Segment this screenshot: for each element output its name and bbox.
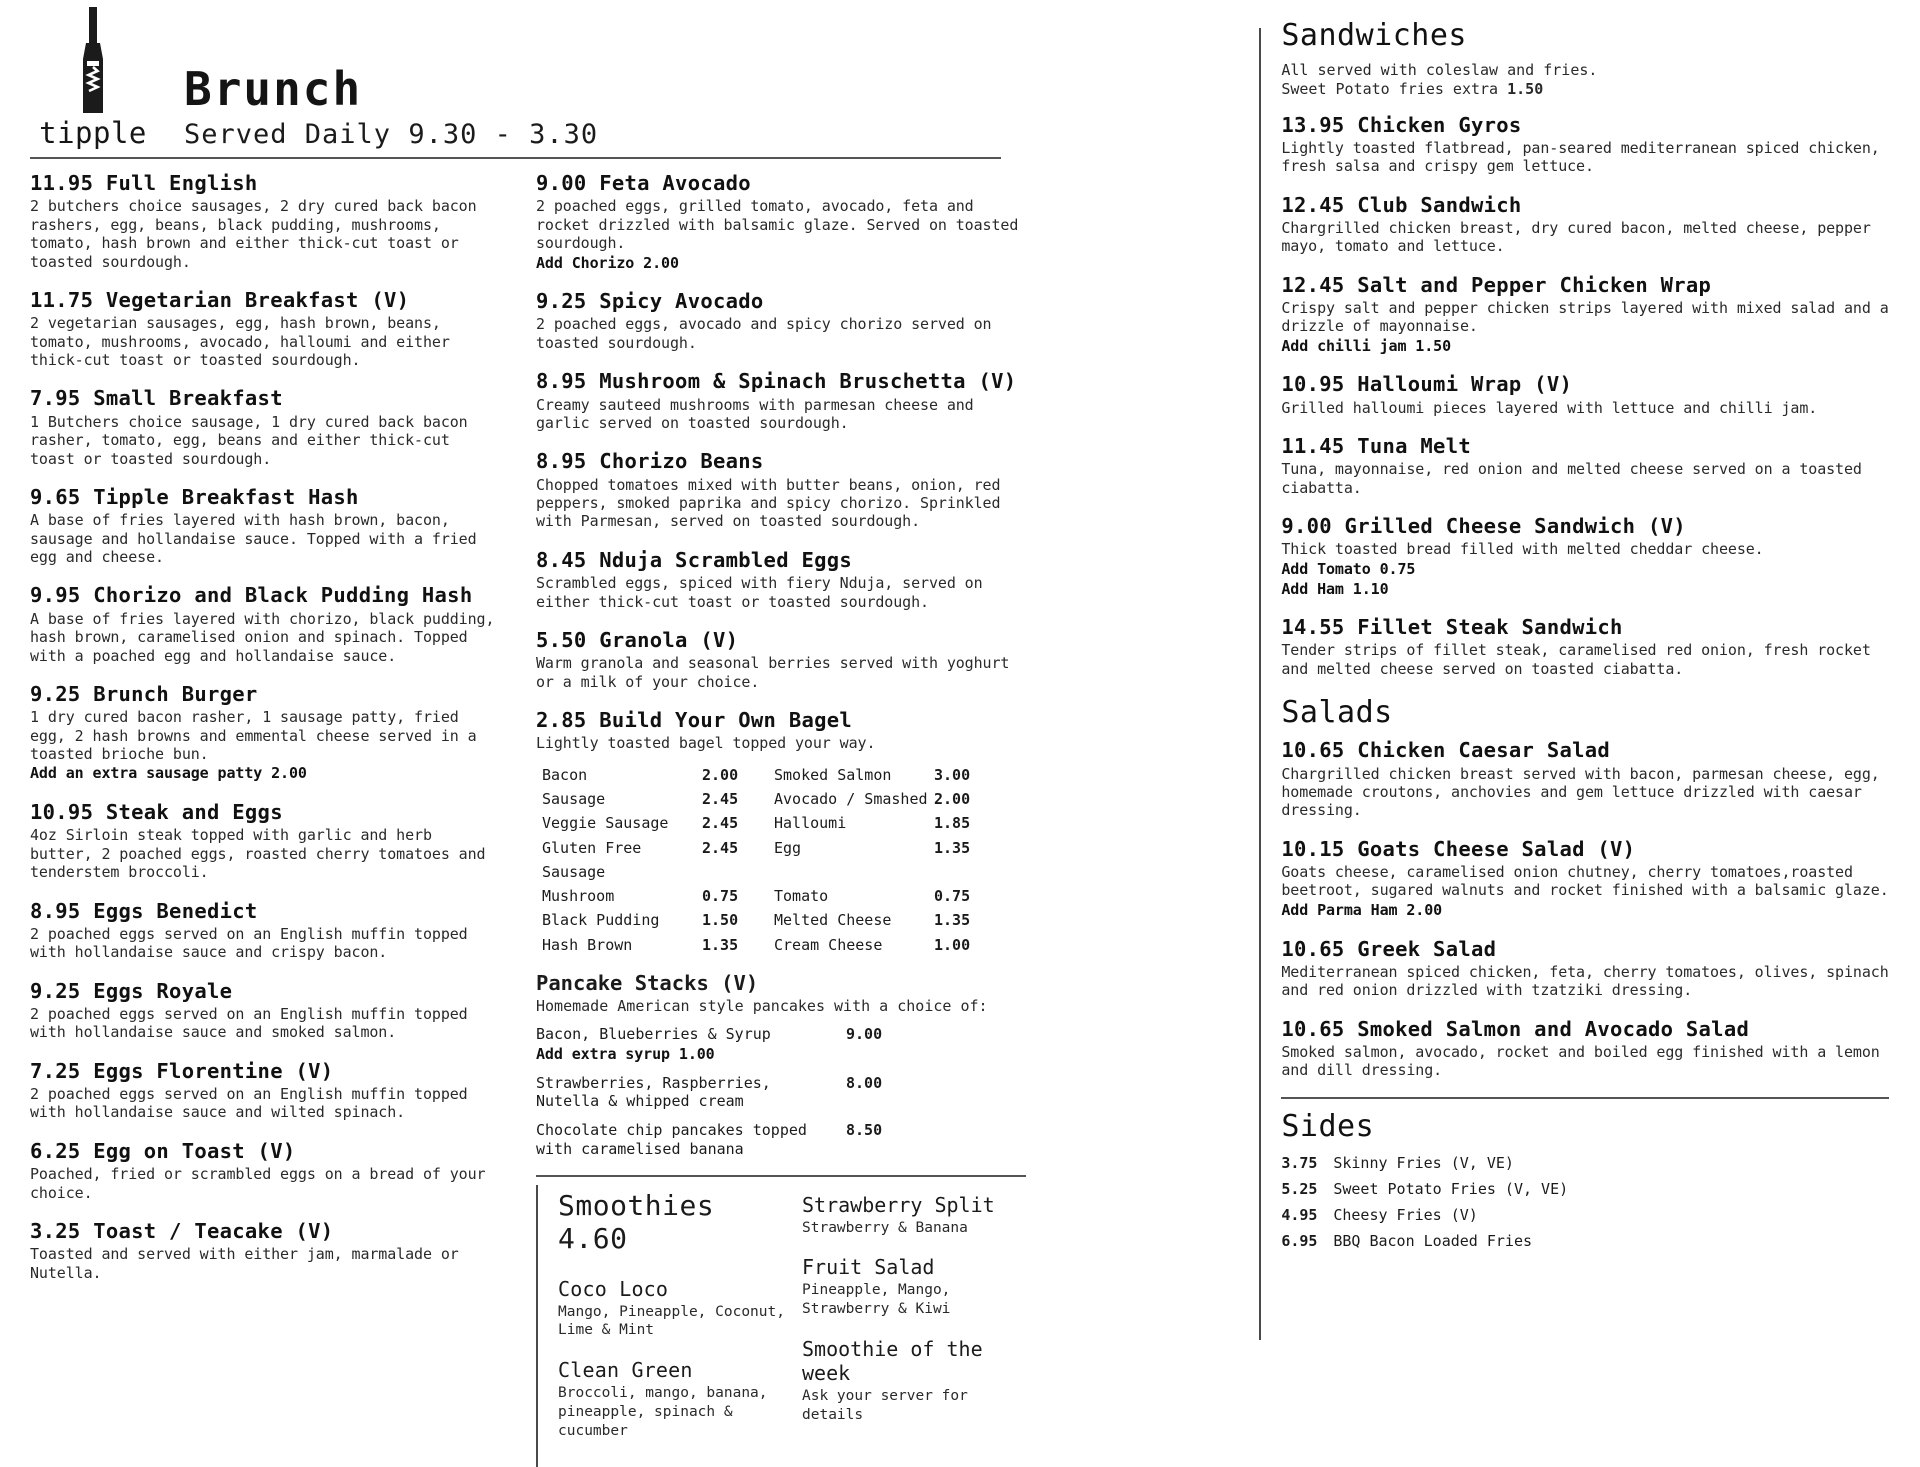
item-title: 9.65 Tipple Breakfast Hash	[30, 484, 359, 509]
menu-columns	[30, 171, 1259, 1459]
topping-name: Veggie Sausage	[542, 814, 669, 833]
bagel-toppings-table	[542, 763, 1012, 957]
menu-item	[30, 583, 502, 665]
table-row	[542, 811, 1012, 835]
item-desc: Tuna, mayonnaise, red onion and melted cheese served on a toasted ciabatta.	[1281, 460, 1862, 497]
topping-name: Gluten Free Sausage	[542, 838, 642, 881]
item-title: 10.65 Smoked Salmon and Avocado Salad	[1281, 1016, 1750, 1041]
topping-price: 1.35	[702, 935, 739, 954]
item-desc: 2 poached eggs served on an English muffin topped with hollandaise sauce and smoked salmon.	[30, 1004, 468, 1042]
menu-item	[536, 171, 1030, 272]
item-desc: 2 poached eggs, grilled tomato, avocado, feta and rocket drizzled with balsamic glaze. Served on toasted sourdough.	[536, 197, 1019, 253]
smoothie-desc: Pineapple, Mango, Strawberry & Kiwi	[802, 1282, 951, 1318]
menu-item	[1281, 615, 1898, 678]
column-divider	[1259, 28, 1261, 1340]
item-addon: Add Chorizo 2.00	[536, 253, 679, 272]
topping-name: Halloumi	[774, 814, 847, 833]
topping-price: 0.75	[934, 887, 971, 906]
menu-item	[1281, 837, 1898, 920]
item-title: 10.15 Goats Cheese Salad (V)	[1281, 836, 1636, 861]
topping-price: 2.45	[702, 814, 739, 833]
item-desc: Scrambled eggs, spiced with fiery Nduja, served on either thick-cut toast or toasted sourdough.	[536, 574, 983, 611]
sandwiches-note-line2: Sweet Potato fries extra	[1281, 79, 1508, 98]
item-title: 8.95 Mushroom & Spinach Bruschetta (V)	[536, 369, 1017, 394]
menu-item	[536, 289, 1030, 352]
menu-item	[536, 548, 1030, 611]
item-title: 11.45 Tuna Melt	[1281, 434, 1471, 459]
item-title: 2.85 Build Your Own Bagel	[536, 708, 853, 732]
salads-title: Salads	[1281, 695, 1393, 731]
sandwiches-title: Sandwiches	[1281, 18, 1467, 53]
menu-item	[536, 369, 1030, 432]
side-name: Cheesy Fries (V)	[1333, 1205, 1478, 1224]
item-desc: Poached, fried or scrambled eggs on a bread of your choice.	[30, 1165, 486, 1202]
item-desc: 1 dry cured bacon rasher, 1 sausage patty, fried egg, 2 hash browns and emmental cheese served in a toasted brioche bun.	[30, 708, 477, 763]
sweet-potato-surcharge: 1.50	[1507, 79, 1544, 98]
smoothie-item	[802, 1255, 1024, 1319]
item-title: 12.45 Salt and Pepper Chicken Wrap	[1281, 272, 1712, 297]
menu-item	[1281, 937, 1898, 1000]
item-title: 14.55 Fillet Steak Sandwich	[1281, 615, 1623, 640]
item-title: 9.25 Brunch Burger	[30, 681, 258, 706]
smoothie-name: Clean Green	[558, 1358, 693, 1383]
section-subtitle: Homemade American style pancakes with a choice of:	[536, 997, 988, 1015]
side-name: BBQ Bacon Loaded Fries	[1333, 1232, 1533, 1251]
wine-bottle-corkscrew-icon	[76, 7, 110, 115]
item-title: 12.45 Club Sandwich	[1281, 192, 1522, 217]
side-item	[1281, 1228, 1898, 1254]
page-title: Brunch	[184, 61, 363, 116]
menu-item	[30, 1219, 502, 1282]
page-subtitle: Served Daily 9.30 - 3.30	[184, 119, 599, 150]
masthead	[30, 18, 1259, 150]
menu-item	[1281, 434, 1898, 497]
side-price: 6.95	[1281, 1232, 1318, 1251]
topping-name: Avocado / Smashed	[774, 789, 928, 808]
item-addon: Add Ham 1.10	[1281, 579, 1389, 598]
topping-name: Smoked Salmon	[774, 765, 892, 784]
topping-price: 2.45	[702, 838, 739, 857]
title-block	[156, 61, 599, 150]
smoothie-name: Smoothie of the week	[802, 1337, 983, 1386]
item-title: 9.95 Chorizo and Black Pudding Hash	[30, 583, 473, 608]
pancake-stacks-section	[536, 971, 1030, 1159]
topping-name: Cream Cheese	[774, 935, 883, 954]
topping-price: 1.35	[934, 838, 971, 857]
table-row	[542, 884, 1012, 908]
menu-item	[30, 485, 502, 567]
item-title: 8.45 Nduja Scrambled Eggs	[536, 547, 853, 572]
item-title: 6.25 Egg on Toast (V)	[30, 1138, 296, 1163]
menu-item	[536, 708, 1030, 753]
pancake-label: Strawberries, Raspberries, Nutella & whipped cream	[536, 1073, 771, 1111]
smoothie-item	[558, 1358, 794, 1441]
menu-item	[30, 386, 502, 468]
pancake-option	[536, 1074, 1030, 1112]
item-desc: 2 poached eggs, avocado and spicy chorizo served on toasted sourdough.	[536, 315, 992, 352]
item-desc: 1 Butchers choice sausage, 1 dry cured back bacon rasher, tomato, egg, beans and either thick-cut toast or toasted sourdough.	[30, 412, 468, 468]
menu-item	[1281, 372, 1898, 417]
item-desc: Thick toasted bread filled with melted cheddar cheese.	[1281, 540, 1764, 559]
column-breakfasts	[30, 171, 530, 1459]
smoothie-name: Fruit Salad	[802, 1255, 935, 1280]
item-desc: 2 poached eggs served on an English muffin topped with hollandaise sauce and crispy bacon.	[30, 924, 468, 962]
item-desc: Creamy sauteed mushrooms with parmesan cheese and garlic served on toasted sourdough.	[536, 395, 974, 432]
topping-name: Black Pudding	[542, 911, 660, 930]
smoothies-divider	[536, 1175, 1026, 1177]
table-row	[542, 908, 1012, 932]
pancake-option	[536, 1121, 1030, 1159]
item-title: 5.50 Granola (V)	[536, 627, 739, 652]
menu-item	[30, 288, 502, 370]
topping-price: 1.35	[934, 911, 971, 930]
menu-item	[536, 449, 1030, 531]
menu-item	[1281, 193, 1898, 256]
item-title: 11.95 Full English	[30, 171, 258, 195]
topping-name: Mushroom	[542, 887, 615, 906]
pancake-addon: Add extra syrup 1.00	[536, 1044, 715, 1063]
topping-name: Egg	[774, 838, 802, 857]
menu-item	[1281, 1017, 1898, 1080]
menu-item	[30, 171, 502, 271]
smoothie-desc: Ask your server for details	[802, 1388, 968, 1423]
smoothie-name: Strawberry Split	[802, 1192, 995, 1217]
smoothie-desc: Strawberry & Banana	[802, 1219, 968, 1236]
item-title: 10.95 Halloumi Wrap (V)	[1281, 372, 1573, 397]
header-divider	[30, 157, 1001, 159]
item-desc: Lightly toasted flatbread, pan-seared mediterranean spiced chicken, fresh salsa and crispy gem lettuce.	[1281, 138, 1880, 176]
item-title: 10.95 Steak and Eggs	[30, 800, 283, 825]
item-addon: Add Tomato 0.75	[1281, 559, 1416, 578]
side-price: 4.95	[1281, 1205, 1318, 1224]
pancake-price: 8.00	[846, 1073, 883, 1092]
pancake-price: 8.50	[846, 1121, 883, 1139]
item-desc: Grilled halloumi pieces layered with lettuce and chilli jam.	[1281, 398, 1818, 417]
menu-item	[1281, 514, 1898, 598]
smoothies-left-rule	[536, 1185, 538, 1467]
side-item	[1281, 1150, 1898, 1176]
item-desc: Chargrilled chicken breast, dry cured bacon, melted cheese, pepper mayo, tomato and lettuce.	[1281, 218, 1871, 256]
menu-item	[30, 800, 502, 882]
pancake-price: 9.00	[846, 1025, 883, 1043]
item-desc: Tender strips of fillet steak, caramelised red onion, fresh rocket and melted cheese served on toasted ciabatta.	[1281, 641, 1871, 678]
smoothies-right-column	[794, 1189, 1024, 1459]
menu-item	[1281, 113, 1898, 176]
side-name: Sweet Potato Fries (V, VE)	[1333, 1179, 1569, 1198]
topping-price: 1.50	[702, 911, 739, 930]
pancake-label: Chocolate chip pancakes topped with caramelised banana	[536, 1121, 807, 1158]
brand-name: tipple	[39, 116, 147, 150]
right-block	[1259, 18, 1898, 1348]
column-brunch-plates	[530, 171, 1030, 1459]
item-addon: Add chilli jam 1.50	[1281, 336, 1452, 355]
topping-price: 1.00	[934, 935, 971, 954]
menu-item	[536, 628, 1030, 691]
sandwiches-note	[1281, 61, 1898, 99]
smoothie-name: Coco Loco	[558, 1276, 669, 1301]
topping-price: 3.00	[934, 765, 971, 784]
smoothies-title: Smoothies 4.60	[558, 1188, 715, 1255]
item-title: 9.00 Feta Avocado	[536, 171, 751, 195]
smoothie-item	[802, 1193, 1024, 1238]
item-desc: Lightly toasted bagel topped your way.	[536, 734, 876, 753]
table-row	[542, 763, 1012, 787]
item-desc: A base of fries layered with chorizo, black pudding, hash brown, caramelised onion and spinach. Topped with a poached egg and hollandaise sauce.	[30, 609, 495, 665]
brand	[30, 7, 156, 150]
topping-name: Sausage	[542, 789, 606, 808]
item-title: 9.25 Eggs Royale	[30, 978, 233, 1003]
smoothie-desc: Mango, Pineapple, Coconut, Lime & Mint	[558, 1303, 785, 1339]
topping-name: Hash Brown	[542, 935, 633, 954]
left-block	[30, 18, 1259, 1439]
item-title: 10.65 Greek Salad	[1281, 936, 1497, 961]
topping-name: Melted Cheese	[774, 911, 892, 930]
item-desc: Chopped tomatoes mixed with butter beans, onion, red peppers, smoked paprika and spicy chorizo. Sprinkled with Parmesan, served on toasted sourdough.	[536, 475, 1001, 531]
item-title: 7.95 Small Breakfast	[30, 386, 283, 411]
menu-item	[30, 899, 502, 962]
item-desc: Mediterranean spiced chicken, feta, cherry tomatoes, olives, spinach and red onion drizzled with tzatziki dressing.	[1281, 962, 1889, 1000]
table-row	[542, 933, 1012, 957]
topping-name: Tomato	[774, 887, 829, 906]
section-title: Pancake Stacks (V)	[536, 971, 759, 995]
topping-price: 1.85	[934, 814, 971, 833]
item-desc: Goats cheese, caramelised onion chutney, cherry tomatoes,roasted beetroot, sugared walnuts and rocket finished with a balsamic glaze.	[1281, 863, 1889, 900]
side-item	[1281, 1202, 1898, 1228]
smoothie-item	[558, 1277, 794, 1341]
item-desc: Crispy salt and pepper chicken strips layered with mixed salad and a drizzle of mayonnaise.	[1281, 298, 1889, 336]
smoothie-desc: Broccoli, mango, banana, pineapple, spinach & cucumber	[558, 1385, 768, 1439]
sides-title: Sides	[1281, 1108, 1375, 1144]
item-title: 7.25 Eggs Florentine (V)	[30, 1058, 334, 1083]
item-desc: 2 poached eggs served on an English muffin topped with hollandaise sauce and wilted spinach.	[30, 1085, 468, 1122]
item-title: 8.95 Chorizo Beans	[536, 449, 764, 474]
table-row	[542, 787, 1012, 811]
item-desc: 4oz Sirloin steak topped with garlic and herb butter, 2 poached eggs, roasted cherry tomatoes and tenderstem broccoli.	[30, 826, 486, 882]
menu-item	[1281, 273, 1898, 356]
topping-price: 2.45	[702, 789, 739, 808]
smoothie-item	[802, 1337, 1024, 1425]
item-title: 8.95 Eggs Benedict	[30, 898, 258, 923]
sides-divider	[1281, 1097, 1889, 1099]
item-addon: Add Parma Ham 2.00	[1281, 900, 1443, 919]
smoothies-section	[536, 1189, 1030, 1459]
item-title: 9.00 Grilled Cheese Sandwich (V)	[1281, 514, 1686, 539]
item-desc: Warm granola and seasonal berries served with yoghurt or a milk of your choice.	[536, 654, 1010, 691]
menu-item	[30, 682, 502, 783]
side-price: 3.75	[1281, 1153, 1318, 1172]
item-desc: Smoked salmon, avocado, rocket and boiled egg finished with a lemon and dill dressing.	[1281, 1042, 1880, 1080]
item-title: 9.25 Spicy Avocado	[536, 289, 764, 314]
sandwiches-note-line1: All served with coleslaw and fries.	[1281, 61, 1598, 79]
side-name: Skinny Fries (V, VE)	[1333, 1153, 1514, 1172]
topping-price: 2.00	[702, 765, 739, 784]
item-desc: 2 butchers choice sausages, 2 dry cured back bacon rashers, egg, beans, black pudding, mushrooms, tomato, hash brown and either thick-cut toast or toasted sourdough.	[30, 197, 477, 271]
item-desc: A base of fries layered with hash brown, bacon, sausage and hollandaise sauce. Topped with a fried egg and cheese.	[30, 511, 477, 566]
item-title: 11.75 Vegetarian Breakfast (V)	[30, 287, 410, 312]
topping-name: Bacon	[542, 765, 588, 784]
table-row	[542, 836, 1012, 885]
menu-item	[30, 1059, 502, 1122]
menu-item	[1281, 738, 1898, 820]
smoothies-left-column	[536, 1189, 794, 1459]
item-desc: 2 vegetarian sausages, egg, hash brown, beans, tomato, mushrooms, avocado, halloumi and either thick-cut toast or toasted sourdough.	[30, 314, 450, 369]
item-desc: Toasted and served with either jam, marmalade or Nutella.	[30, 1245, 459, 1282]
topping-price: 0.75	[702, 887, 739, 906]
menu-item	[30, 979, 502, 1042]
item-addon: Add an extra sausage patty 2.00	[30, 764, 307, 783]
item-title: 3.25 Toast / Teacake (V)	[30, 1218, 334, 1243]
side-item	[1281, 1176, 1898, 1202]
topping-price: 2.00	[934, 789, 971, 808]
side-price: 5.25	[1281, 1179, 1318, 1198]
pancake-option	[536, 1025, 1030, 1064]
item-title: 10.65 Chicken Caesar Salad	[1281, 738, 1611, 763]
item-desc: Chargrilled chicken breast served with bacon, parmesan cheese, egg, homemade croutons, anchovies and gem lettuce drizzled with caesar dressing.	[1281, 764, 1880, 820]
item-title: 13.95 Chicken Gyros	[1281, 112, 1522, 137]
pancake-label: Bacon, Blueberries & Syrup	[536, 1025, 771, 1043]
menu-item	[30, 1139, 502, 1202]
